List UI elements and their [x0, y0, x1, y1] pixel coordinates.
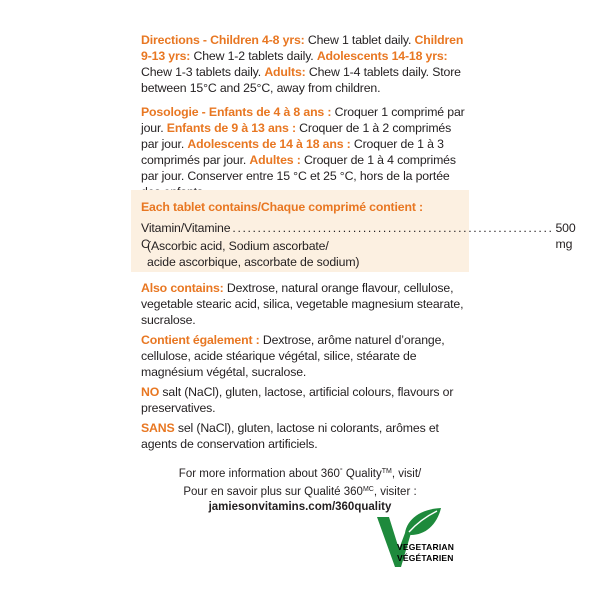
posologie-text: Croquer de 1 à 2 comprimés par jour. — [141, 121, 452, 151]
info-text: , visit/ — [391, 468, 422, 480]
sans-statement — [141, 420, 469, 452]
vegetarian-label-en: VEGETARIAN — [397, 542, 455, 552]
posologie-text: Croquer 1 comprimé par jour. — [141, 105, 465, 135]
contient-paragraph — [141, 332, 469, 380]
directions-label-adults: Adults: — [264, 65, 306, 79]
info-line-french — [131, 482, 469, 500]
posologie-label-enfants-9-13: Enfants de 9 à 13 ans : — [166, 121, 296, 135]
vitamin-amount: 500 mg — [555, 221, 576, 251]
directions-label-adolescents: Adolescents 14-18 yrs: — [316, 49, 448, 63]
quality-url-link[interactable]: jamiesonvitamins.com/360quality — [208, 501, 392, 513]
posologie-label-enfants-4-8: Posologie - Enfants de 4 à 8 ans : — [141, 105, 332, 119]
also-contains-paragraph — [141, 280, 469, 328]
posologie-label-adultes: Adultes : — [249, 153, 301, 167]
directions-paragraph — [141, 32, 469, 96]
leader-dots: ................................................................ — [232, 221, 554, 235]
info-text: Pour en savoir plus sur Qualité 360 — [183, 486, 363, 498]
posologie-text: Croquer de 1 à 4 comprimés par jour. Conserver entre 15 °C et 25 °C, hors de la portée — [141, 153, 456, 183]
mark-de-commerce: MC — [362, 486, 374, 493]
no-text: salt (NaCl), gluten, lactose, artificial colours, flavours or preservatives. — [141, 385, 454, 415]
contient-text: Dextrose, arôme naturel d’orange, cellulose, acide stéarique végétal, silice, stéarate de magnésium végétal, sucralose. — [141, 333, 445, 379]
info-text: Quality — [342, 468, 382, 480]
also-contains-text: Dextrose, natural orange flavour, cellulose, vegetable stearic acid, silica, vegetable magnesium stearate, sucralose. — [141, 281, 464, 327]
sans-text: sel (NaCl), gluten, lactose ni colorants, arômes et agents de conservation artificiels. — [141, 421, 439, 451]
vegetarian-logo — [375, 505, 455, 577]
posologie-paragraph — [141, 104, 469, 200]
vegetarian-label-fr: VÉGÉTARIEN — [397, 553, 454, 563]
vitamin-source — [147, 238, 359, 270]
posologie-text: Croquer de 1 à 3 comprimés par jour. — [141, 137, 444, 167]
supplement-facts-box — [131, 190, 576, 272]
info-line-english — [131, 464, 469, 482]
no-statement — [141, 384, 469, 416]
vitamin-name: Vitamin/Vitamine C — [141, 221, 231, 251]
no-label: NO — [141, 385, 160, 399]
vegetarian-v-leaf-icon — [375, 505, 455, 577]
directions-text: Chew 1-3 tablets daily. — [141, 65, 265, 79]
directions-label-children-4-8: Directions - Children 4-8 yrs: — [141, 33, 305, 47]
posologie-label-adolescents: Adolescents de 14 à 18 ans : — [187, 137, 351, 151]
directions-label-children-9-13: Children 9-13 yrs: — [141, 33, 464, 63]
contient-label: Contient également : — [141, 333, 260, 347]
directions-text: Chew 1-4 tablets daily. Store between 15°C and 25°C, away from children. — [141, 65, 461, 95]
trademark-mark: TM — [381, 468, 392, 475]
degree-mark: ° — [339, 468, 343, 475]
directions-text: Chew 1-2 tablets daily. — [190, 49, 317, 63]
info-text: For more information about 360 — [178, 468, 340, 480]
directions-text: Chew 1 tablet daily. — [304, 33, 415, 47]
vitamin-source-line: acide ascorbique, ascorbate de sodium) — [147, 255, 360, 269]
vegetarian-text — [397, 542, 454, 564]
contents-heading: Each tablet contains/Chaque comprimé contient : — [141, 200, 423, 214]
also-contains-label: Also contains: — [141, 281, 224, 295]
info-text: , visiter : — [373, 486, 417, 498]
vitamin-source-line: (Ascorbic acid, Sodium ascorbate/ — [147, 239, 329, 253]
sans-label: SANS — [141, 421, 175, 435]
